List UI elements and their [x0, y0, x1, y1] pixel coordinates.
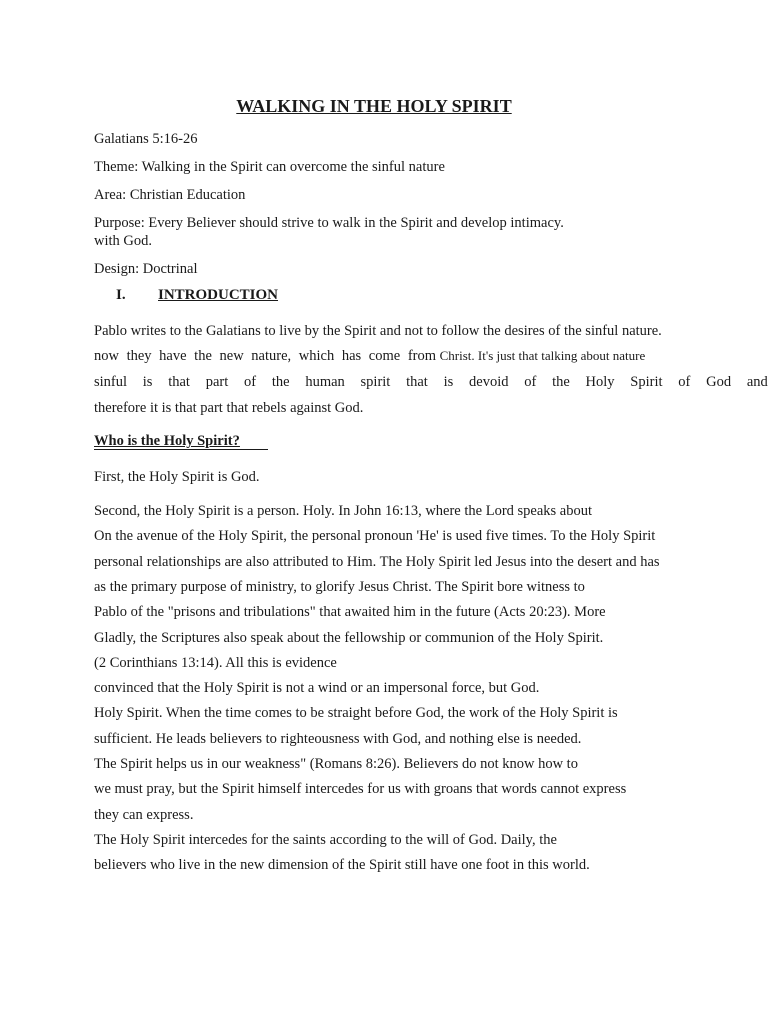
intro-line-4: therefore it is that part that rebels against God.	[94, 400, 364, 416]
subheading-text: Who is the Holy Spirit?	[94, 433, 240, 449]
intro-line-2	[94, 348, 645, 365]
body-line: we must pray, but the Spirit himself intercedes for us with groans that words cannot express	[94, 781, 627, 797]
intro-line-3-word: Spirit	[630, 374, 663, 390]
section-heading-introduction	[116, 287, 278, 304]
intro-line-3-word: that	[168, 374, 190, 390]
section-title: INTRODUCTION	[158, 287, 279, 303]
intro-line-2a: now they have the new nature, which has come from	[94, 348, 437, 364]
body-line: as the primary purpose of ministry, to glorify Jesus Christ. The Spirit bore witness to	[94, 579, 585, 595]
intro-line-3-word: spirit	[360, 374, 391, 390]
intro-line-3-word: and	[746, 374, 768, 390]
area-line: Area: Christian Education	[94, 187, 246, 203]
body-line: Pablo of the "prisons and tribulations" that awaited him in the future (Acts 20:23). More	[94, 604, 606, 620]
intro-line-3-word: the	[271, 374, 290, 390]
purpose-line: Purpose: Every Believer should strive to walk in the Spirit and develop intimacy.	[94, 215, 564, 231]
design-line: Design: Doctrinal	[94, 261, 198, 277]
intro-line-2b: Christ. It's just that talking about nature	[439, 348, 646, 363]
intro-line-3-word: is	[142, 374, 153, 390]
intro-line-3-word: devoid	[469, 374, 509, 390]
body-line: sufficient. He leads believers to righteousness with God, and nothing else is needed.	[94, 731, 582, 747]
purpose-line-continued: with God.	[94, 233, 152, 249]
intro-line-3-word: part	[205, 374, 229, 390]
document-title: WALKING IN THE HOLY SPIRIT	[236, 96, 512, 116]
intro-line-3-word: of	[678, 374, 691, 390]
intro-line-3-word: Holy	[585, 374, 615, 390]
intro-line-1: Pablo writes to the Galatians to live by the Spirit and not to follow the desires of the sinful nature.	[94, 323, 662, 339]
intro-line-3-word: is	[443, 374, 454, 390]
intro-line-3-word: of	[244, 374, 257, 390]
intro-line-3-word: the	[552, 374, 570, 390]
intro-line-3-word: God	[706, 374, 732, 390]
body-line: The Holy Spirit intercedes for the saints according to the will of God. Daily, the	[94, 832, 557, 848]
theme-line: Theme: Walking in the Spirit can overcome the sinful nature	[94, 159, 445, 175]
intro-line-3-word: sinful	[94, 374, 128, 390]
body-line: On the avenue of the Holy Spirit, the personal pronoun 'He' is used five times. To the Holy Spirit	[94, 528, 656, 544]
intro-line-3	[94, 374, 768, 391]
intro-line-3-word: human	[305, 374, 345, 390]
body-line: Gladly, the Scriptures also speak about the fellowship or communion of the Holy Spirit.	[94, 630, 604, 646]
body-line: (2 Corinthians 13:14). All this is evidence	[94, 655, 337, 671]
body-line: they can express.	[94, 807, 194, 823]
body-line: convinced that the Holy Spirit is not a wind or an impersonal force, but God.	[94, 680, 540, 696]
body-line: believers who live in the new dimension of the Spirit still have one foot in this world.	[94, 857, 590, 873]
body-line: The Spirit helps us in our weakness" (Romans 8:26). Believers do not know how to	[94, 756, 578, 772]
body-line: personal relationships are also attributed to Him. The Holy Spirit led Jesus into the desert and has	[94, 554, 660, 570]
intro-line-3-word: of	[524, 374, 537, 390]
body-line: Second, the Holy Spirit is a person. Holy. In John 16:13, where the Lord speaks about	[94, 503, 593, 519]
subheading-who-is-holy-spirit	[94, 433, 268, 450]
section-number: I.	[116, 287, 126, 303]
body-line: Holy Spirit. When the time comes to be straight before God, the work of the Holy Spirit is	[94, 705, 618, 721]
scripture-reference: Galatians 5:16-26	[94, 131, 198, 147]
intro-line-3-word: that	[406, 374, 428, 390]
body-first-line: First, the Holy Spirit is God.	[94, 469, 260, 485]
